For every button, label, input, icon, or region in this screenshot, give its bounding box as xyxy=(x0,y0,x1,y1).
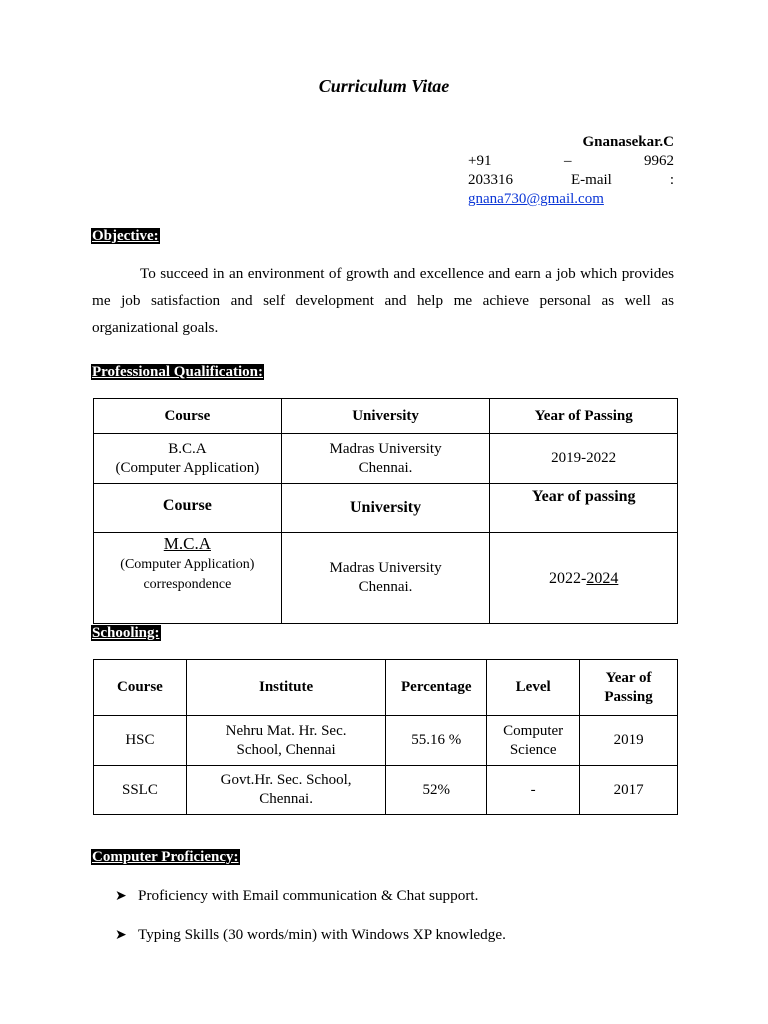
contact-token: – xyxy=(563,153,572,169)
course-mode: correspondence xyxy=(143,577,232,592)
institute-line: School, Chennai xyxy=(236,741,336,758)
percentage-cell: 52% xyxy=(386,766,487,815)
year-cell: 2019-2022 xyxy=(490,434,678,484)
column-header: Course xyxy=(94,660,187,716)
table-row xyxy=(94,716,678,766)
email-link[interactable]: gnana730@gmail.com xyxy=(468,191,604,207)
year-cell: 2017 xyxy=(580,766,678,815)
university-cell xyxy=(281,533,490,624)
institute-cell xyxy=(186,766,385,815)
column-header: Institute xyxy=(186,660,385,716)
column-header: Percentage xyxy=(386,660,487,716)
course-detail: (Computer Application) xyxy=(115,459,260,476)
list-item xyxy=(115,925,675,945)
course-name: B.C.A xyxy=(168,440,207,457)
objective-heading-wrap xyxy=(91,227,160,245)
schooling-heading: Schooling: xyxy=(92,625,160,641)
professional-heading-wrap xyxy=(91,363,264,381)
contact-token: : xyxy=(669,172,674,188)
objective-heading: Objective: xyxy=(92,228,159,244)
university-cell xyxy=(281,434,490,484)
level-line: Science xyxy=(509,741,557,758)
contact-block xyxy=(468,133,674,209)
table-row xyxy=(94,533,678,624)
candidate-name: Gnanasekar.C xyxy=(582,134,674,150)
contact-token: 203316 xyxy=(468,172,513,188)
level-cell: - xyxy=(487,766,580,815)
table-row xyxy=(94,766,678,815)
university-name: Madras University xyxy=(329,440,442,457)
institute-line: Chennai. xyxy=(259,791,313,807)
course-name: M.C.A xyxy=(163,534,211,553)
list-item-text: Typing Skills (30 words/min) with Windows XP knowledge. xyxy=(138,926,506,943)
level-line: Computer xyxy=(503,722,564,739)
computer-heading-wrap xyxy=(91,848,240,866)
column-header: Year of passing xyxy=(490,484,678,533)
arrowhead-bullet-icon: ➤ xyxy=(115,888,127,904)
year-cell: 2019 xyxy=(580,716,678,766)
course-cell xyxy=(94,533,282,624)
institute-line: Govt.Hr. Sec. School, xyxy=(220,772,352,788)
column-header: Course xyxy=(94,399,282,434)
contact-line-email-label xyxy=(468,171,674,190)
contact-line-phone xyxy=(468,152,674,171)
schooling-table xyxy=(93,659,678,815)
column-header: University xyxy=(281,399,490,434)
course-cell xyxy=(94,434,282,484)
column-header: University xyxy=(281,484,490,533)
university-city: Chennai. xyxy=(358,459,413,476)
percentage-cell: 55.16 % xyxy=(386,716,487,766)
course-cell: HSC xyxy=(94,716,187,766)
professional-qualification-table xyxy=(93,398,678,624)
arrowhead-bullet-icon: ➤ xyxy=(115,927,127,943)
university-name: Madras University xyxy=(329,560,442,576)
course-detail: (Computer Application) xyxy=(120,557,255,572)
contact-token: E-mail xyxy=(571,172,612,188)
column-header: Year of Passing xyxy=(490,399,678,434)
institute-cell xyxy=(186,716,385,766)
contact-token: 9962 xyxy=(644,153,674,169)
schooling-heading-wrap xyxy=(91,624,161,642)
table-header-row xyxy=(94,484,678,533)
computer-heading: Computer Proficiency: xyxy=(92,849,239,865)
computer-proficiency-list xyxy=(115,886,675,906)
year-end: 2024 xyxy=(586,569,619,587)
university-city: Chennai. xyxy=(358,579,413,595)
year-start: 2022- xyxy=(549,569,587,587)
table-row xyxy=(94,434,678,484)
list-item-text: Proficiency with Email communication & Chat support. xyxy=(138,887,479,904)
institute-line: Nehru Mat. Hr. Sec. xyxy=(225,722,347,739)
level-cell xyxy=(487,716,580,766)
objective-text: To succeed in an environment of growth and excellence and earn a job which provides me job satisfaction and self development and help me achieve personal as well as organizational goals. xyxy=(92,265,674,336)
professional-heading: Professional Qualification: xyxy=(92,364,263,380)
contact-token: +91 xyxy=(468,153,492,169)
table-header-row xyxy=(94,399,678,434)
computer-proficiency-list xyxy=(115,925,675,945)
column-header: Course xyxy=(94,484,282,533)
email-line xyxy=(468,190,674,209)
column-header: Level xyxy=(487,660,580,716)
course-cell: SSLC xyxy=(94,766,187,815)
list-item xyxy=(115,886,675,906)
document-title: Curriculum Vitae xyxy=(318,76,450,96)
column-header: Year of Passing xyxy=(580,660,678,716)
table-header-row xyxy=(94,660,678,716)
year-cell xyxy=(490,533,678,624)
